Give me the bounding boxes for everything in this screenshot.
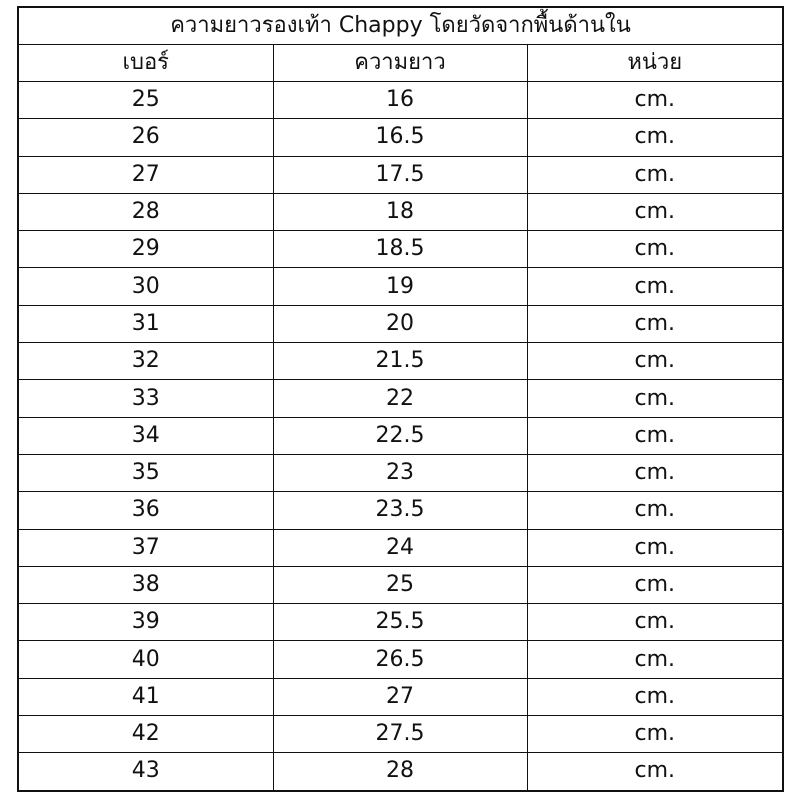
- table-row: [18, 119, 783, 156]
- cell-size: 27: [18, 156, 273, 193]
- cell-size: 34: [18, 417, 273, 454]
- cell-size: 33: [18, 380, 273, 417]
- cell-length: 22: [273, 380, 527, 417]
- cell-unit: cm.: [527, 753, 783, 791]
- cell-unit: cm.: [527, 492, 783, 529]
- cell-length: 19: [273, 268, 527, 305]
- cell-unit: cm.: [527, 380, 783, 417]
- cell-size: 28: [18, 193, 273, 230]
- cell-unit: cm.: [527, 454, 783, 491]
- cell-size: 43: [18, 753, 273, 791]
- cell-length: 21.5: [273, 343, 527, 380]
- cell-unit: cm.: [527, 604, 783, 641]
- column-header-length: ความยาว: [273, 45, 527, 82]
- cell-unit: cm.: [527, 529, 783, 566]
- table-row: [18, 156, 783, 193]
- table-row: [18, 641, 783, 678]
- cell-unit: cm.: [527, 231, 783, 268]
- column-header-unit: หน่วย: [527, 45, 783, 82]
- cell-size: 39: [18, 604, 273, 641]
- cell-unit: cm.: [527, 343, 783, 380]
- table-row: [18, 343, 783, 380]
- table-row: [18, 716, 783, 753]
- table-row: [18, 305, 783, 342]
- cell-size: 37: [18, 529, 273, 566]
- cell-length: 23.5: [273, 492, 527, 529]
- cell-length: 28: [273, 753, 527, 791]
- cell-unit: cm.: [527, 305, 783, 342]
- table-row: [18, 604, 783, 641]
- cell-length: 23: [273, 454, 527, 491]
- cell-unit: cm.: [527, 268, 783, 305]
- table-row: [18, 492, 783, 529]
- cell-size: 42: [18, 716, 273, 753]
- cell-unit: cm.: [527, 716, 783, 753]
- cell-unit: cm.: [527, 641, 783, 678]
- cell-size: 30: [18, 268, 273, 305]
- cell-size: 31: [18, 305, 273, 342]
- cell-size: 36: [18, 492, 273, 529]
- cell-unit: cm.: [527, 566, 783, 603]
- cell-length: 18.5: [273, 231, 527, 268]
- cell-length: 27: [273, 678, 527, 715]
- cell-length: 20: [273, 305, 527, 342]
- cell-length: 16.5: [273, 119, 527, 156]
- cell-length: 24: [273, 529, 527, 566]
- cell-size: 41: [18, 678, 273, 715]
- cell-unit: cm.: [527, 193, 783, 230]
- cell-unit: cm.: [527, 119, 783, 156]
- table-row: [18, 380, 783, 417]
- size-chart: [17, 6, 782, 798]
- cell-size: 25: [18, 82, 273, 119]
- cell-size: 29: [18, 231, 273, 268]
- cell-length: 18: [273, 193, 527, 230]
- cell-length: 16: [273, 82, 527, 119]
- table-title: ความยาวรองเท้า Chappy โดยวัดจากพื้นด้านใน: [18, 7, 783, 45]
- cell-unit: cm.: [527, 156, 783, 193]
- table-body: [18, 82, 783, 791]
- header-row: [18, 45, 783, 82]
- cell-size: 26: [18, 119, 273, 156]
- table-row: [18, 82, 783, 119]
- cell-size: 38: [18, 566, 273, 603]
- cell-size: 32: [18, 343, 273, 380]
- cell-size: 35: [18, 454, 273, 491]
- cell-length: 26.5: [273, 641, 527, 678]
- table-row: [18, 231, 783, 268]
- table-row: [18, 529, 783, 566]
- title-row: [18, 7, 783, 45]
- cell-unit: cm.: [527, 82, 783, 119]
- cell-length: 17.5: [273, 156, 527, 193]
- table-row: [18, 417, 783, 454]
- table-row: [18, 678, 783, 715]
- table-row: [18, 566, 783, 603]
- table-row: [18, 753, 783, 791]
- cell-length: 22.5: [273, 417, 527, 454]
- cell-length: 25: [273, 566, 527, 603]
- table-row: [18, 193, 783, 230]
- cell-size: 40: [18, 641, 273, 678]
- column-header-size: เบอร์: [18, 45, 273, 82]
- table-row: [18, 454, 783, 491]
- size-table: [17, 6, 784, 792]
- cell-unit: cm.: [527, 678, 783, 715]
- cell-unit: cm.: [527, 417, 783, 454]
- cell-length: 25.5: [273, 604, 527, 641]
- cell-length: 27.5: [273, 716, 527, 753]
- table-row: [18, 268, 783, 305]
